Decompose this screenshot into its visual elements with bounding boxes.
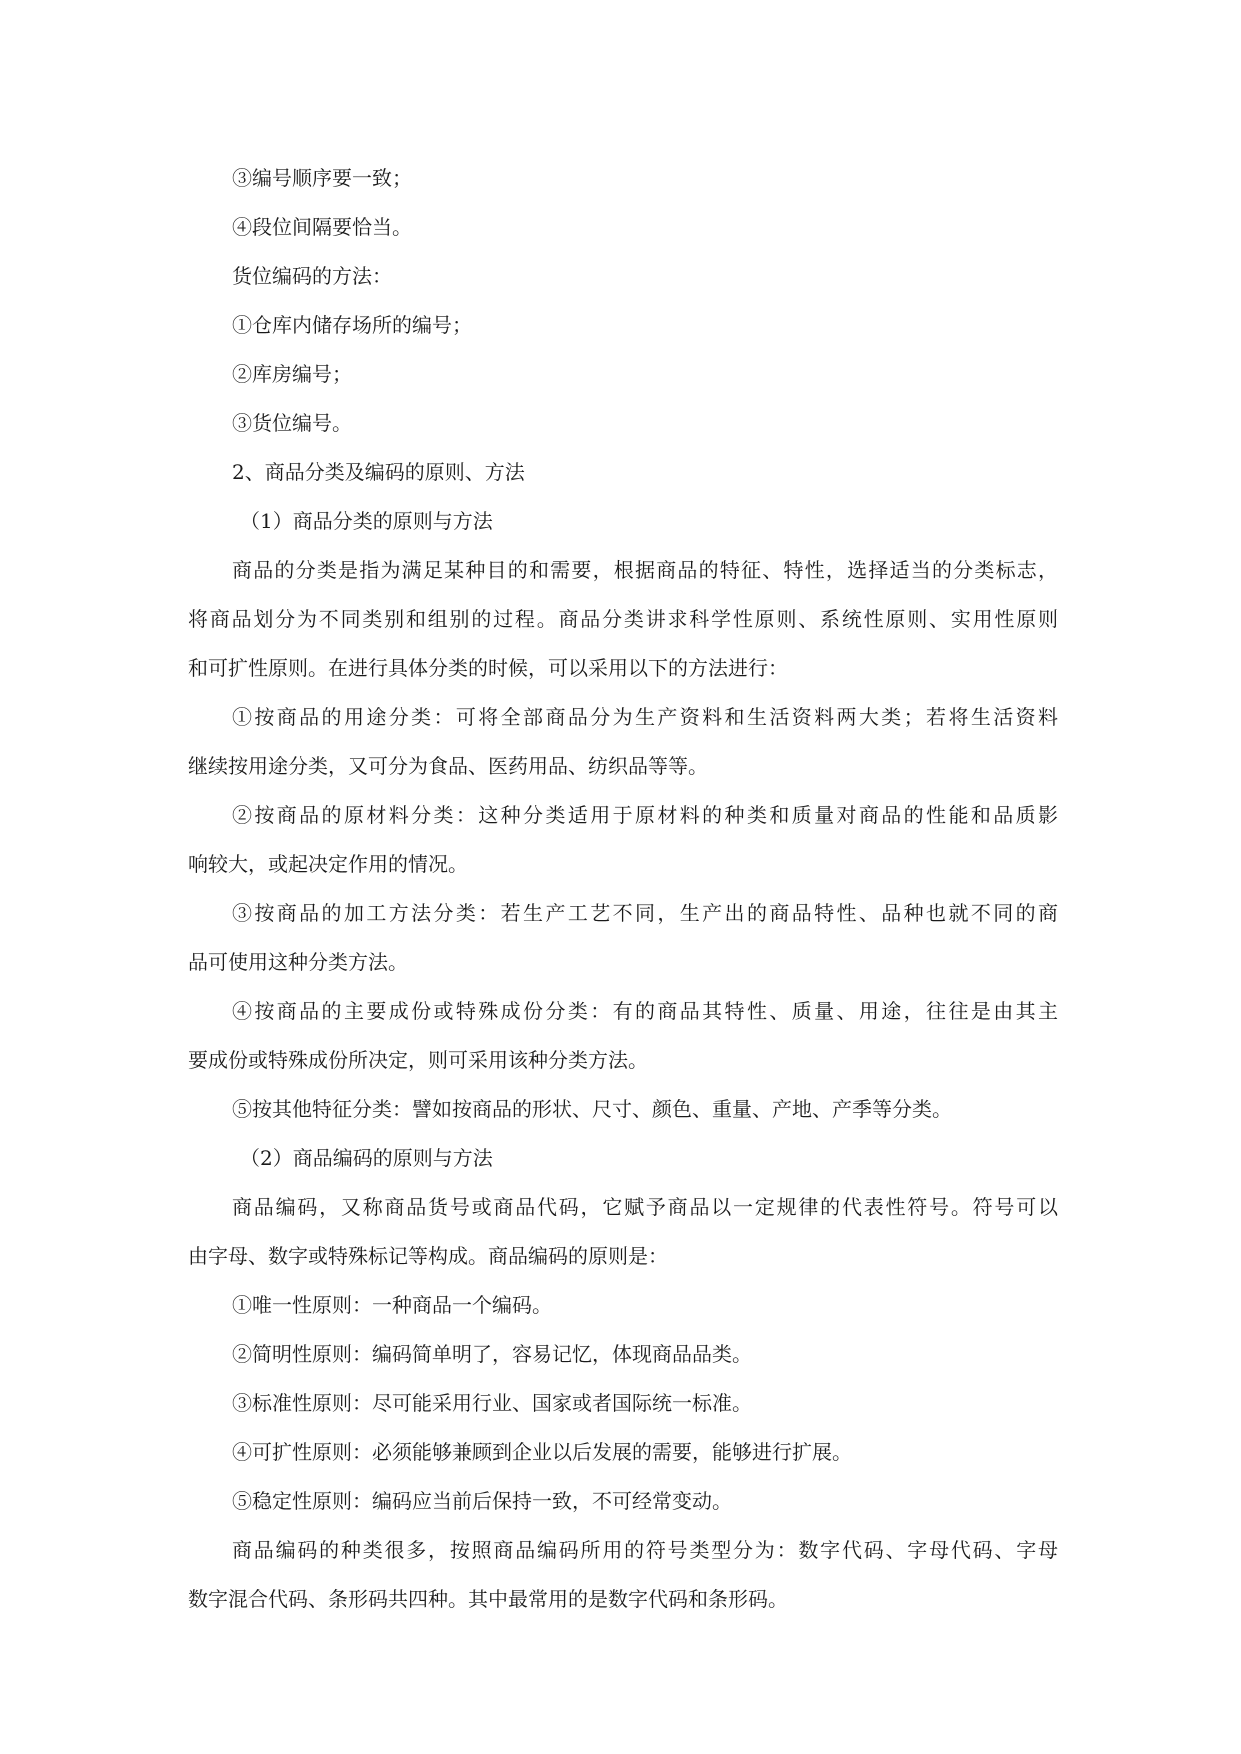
paragraph-line: ③按商品的加工方法分类：若生产工艺不同，生产出的商品特性、品种也就不同的商 — [232, 901, 1058, 925]
text-line: ②库房编号； — [232, 362, 352, 386]
paragraph-line: 由字母、数字或特殊标记等构成。商品编码的原则是： — [188, 1244, 668, 1268]
paragraph-line: ④按商品的主要成份或特殊成份分类：有的商品其特性、质量、用途，往往是由其主 — [232, 999, 1058, 1023]
paragraph-line: ①按商品的用途分类：可将全部商品分为生产资料和生活资料两大类；若将生活资料 — [232, 705, 1058, 729]
list-item: ③标准性原则：尽可能采用行业、国家或者国际统一标准。 — [232, 1391, 752, 1415]
list-item: ⑤稳定性原则：编码应当前后保持一致，不可经常变动。 — [232, 1489, 732, 1513]
paragraph-line: 要成份或特殊成份所决定，则可采用该种分类方法。 — [188, 1048, 648, 1072]
paragraph-line: 品可使用这种分类方法。 — [188, 950, 408, 974]
list-item: ④可扩性原则：必须能够兼顾到企业以后发展的需要，能够进行扩展。 — [232, 1440, 852, 1464]
text-line: ④段位间隔要恰当。 — [232, 215, 412, 239]
paragraph-line: ②按商品的原材料分类：这种分类适用于原材料的种类和质量对商品的性能和品质影 — [232, 803, 1058, 827]
paragraph-line: 和可扩性原则。在进行具体分类的时候，可以采用以下的方法进行： — [188, 656, 788, 680]
paragraph-line: 响较大，或起决定作用的情况。 — [188, 852, 468, 876]
text-line: ③编号顺序要一致； — [232, 166, 412, 190]
text-line: 货位编码的方法： — [232, 264, 392, 288]
subsection-heading: （1）商品分类的原则与方法 — [240, 509, 493, 533]
paragraph-line: 将商品划分为不同类别和组别的过程。商品分类讲求科学性原则、系统性原则、实用性原则 — [188, 607, 1058, 631]
text-line: ①仓库内储存场所的编号； — [232, 313, 472, 337]
paragraph-line: 商品的分类是指为满足某种目的和需要，根据商品的特征、特性，选择适当的分类标志， — [232, 558, 1058, 582]
section-heading: 2、商品分类及编码的原则、方法 — [232, 460, 525, 484]
paragraph-line: 数字混合代码、条形码共四种。其中最常用的是数字代码和条形码。 — [188, 1587, 788, 1611]
subsection-heading: （2）商品编码的原则与方法 — [240, 1146, 493, 1170]
paragraph-line: 商品编码的种类很多，按照商品编码所用的符号类型分为：数字代码、字母代码、字母 — [232, 1538, 1058, 1562]
paragraph-line: ⑤按其他特征分类：譬如按商品的形状、尺寸、颜色、重量、产地、产季等分类。 — [232, 1097, 952, 1121]
paragraph-line: 商品编码，又称商品货号或商品代码，它赋予商品以一定规律的代表性符号。符号可以 — [232, 1195, 1058, 1219]
list-item: ②简明性原则：编码简单明了，容易记忆，体现商品品类。 — [232, 1342, 752, 1366]
document-body — [188, 154, 1058, 1624]
text-line: ③货位编号。 — [232, 411, 352, 435]
list-item: ①唯一性原则：一种商品一个编码。 — [232, 1293, 552, 1317]
paragraph-line: 继续按用途分类，又可分为食品、医药用品、纺织品等等。 — [188, 754, 708, 778]
